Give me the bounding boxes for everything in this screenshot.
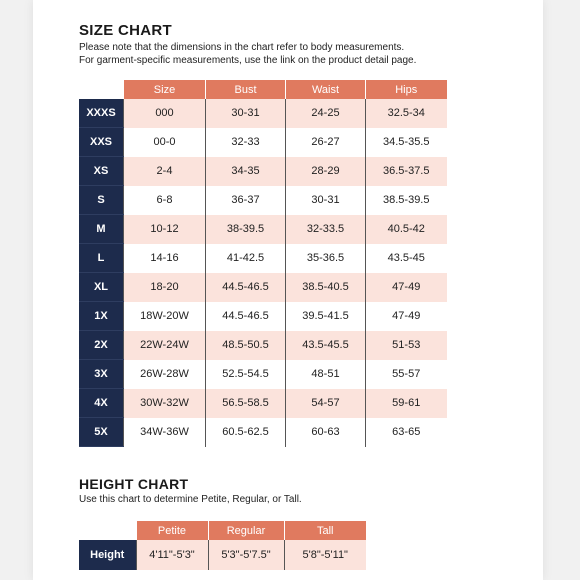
- column-header-size: Size: [124, 80, 206, 99]
- cell-bust: 48.5-50.5: [206, 331, 286, 360]
- cell-hips: 32.5-34: [366, 99, 447, 128]
- height-cell-regular: 5'3"-5'7.5": [208, 540, 284, 570]
- height-chart-note: Use this chart to determine Petite, Regular, or Tall.: [79, 494, 302, 505]
- table-row: [79, 418, 447, 447]
- cell-waist: 38.5-40.5: [286, 273, 366, 302]
- height-chart-header-row: [79, 521, 366, 540]
- cell-size: 26W-28W: [124, 360, 206, 389]
- cell-size: 34W-36W: [124, 418, 206, 447]
- cell-hips: 47-49: [366, 302, 447, 331]
- cell-waist: 35-36.5: [286, 244, 366, 273]
- header-corner: [79, 80, 124, 99]
- table-row: [79, 215, 447, 244]
- height-chart-title: HEIGHT CHART: [79, 476, 189, 492]
- row-label-size: 4X: [79, 389, 124, 418]
- cell-waist: 43.5-45.5: [286, 331, 366, 360]
- column-header-waist: Waist: [286, 80, 366, 99]
- size-chart-title: SIZE CHART: [79, 22, 172, 39]
- table-row: [79, 360, 447, 389]
- row-label-size: 3X: [79, 360, 124, 389]
- cell-hips: 43.5-45: [366, 244, 447, 273]
- table-row: [79, 389, 447, 418]
- table-row: [79, 273, 447, 302]
- table-row: [79, 128, 447, 157]
- cell-hips: 59-61: [366, 389, 447, 418]
- cell-waist: 30-31: [286, 186, 366, 215]
- cell-waist: 28-29: [286, 157, 366, 186]
- cell-hips: 55-57: [366, 360, 447, 389]
- row-label-size: XXS: [79, 128, 124, 157]
- table-row: [79, 157, 447, 186]
- cell-bust: 30-31: [206, 99, 286, 128]
- table-row: [79, 99, 447, 128]
- cell-hips: 51-53: [366, 331, 447, 360]
- cell-waist: 60-63: [286, 418, 366, 447]
- table-row: [79, 186, 447, 215]
- cell-size: 30W-32W: [124, 389, 206, 418]
- cell-size: 18W-20W: [124, 302, 206, 331]
- size-chart-table: [79, 80, 447, 447]
- row-label-height: Height: [79, 540, 136, 570]
- cell-hips: 36.5-37.5: [366, 157, 447, 186]
- table-row: [79, 331, 447, 360]
- cell-size: 000: [124, 99, 206, 128]
- cell-hips: 47-49: [366, 273, 447, 302]
- cell-bust: 44.5-46.5: [206, 302, 286, 331]
- cell-bust: 34-35: [206, 157, 286, 186]
- cell-hips: 38.5-39.5: [366, 186, 447, 215]
- cell-bust: 44.5-46.5: [206, 273, 286, 302]
- size-chart-note: [79, 41, 416, 67]
- row-label-size: M: [79, 215, 124, 244]
- row-label-size: 1X: [79, 302, 124, 331]
- cell-bust: 52.5-54.5: [206, 360, 286, 389]
- height-row: [79, 540, 366, 570]
- size-chart-body: [79, 99, 447, 447]
- cell-waist: 24-25: [286, 99, 366, 128]
- cell-waist: 32-33.5: [286, 215, 366, 244]
- height-cell-tall: 5'8"-5'11": [284, 540, 366, 570]
- cell-hips: 40.5-42: [366, 215, 447, 244]
- cell-bust: 38-39.5: [206, 215, 286, 244]
- cell-waist: 39.5-41.5: [286, 302, 366, 331]
- cell-waist: 26-27: [286, 128, 366, 157]
- table-row: [79, 244, 447, 273]
- row-label-size: XL: [79, 273, 124, 302]
- height-cell-petite: 4'11"-5'3": [136, 540, 208, 570]
- row-label-size: 2X: [79, 331, 124, 360]
- table-row: [79, 302, 447, 331]
- column-header-petite: Petite: [136, 521, 208, 540]
- cell-hips: 34.5-35.5: [366, 128, 447, 157]
- row-label-size: 5X: [79, 418, 124, 447]
- size-chart-note-line-1: Please note that the dimensions in the chart refer to body measurements.: [79, 42, 405, 53]
- cell-bust: 32-33: [206, 128, 286, 157]
- cell-size: 00-0: [124, 128, 206, 157]
- cell-waist: 48-51: [286, 360, 366, 389]
- cell-hips: 63-65: [366, 418, 447, 447]
- column-header-bust: Bust: [206, 80, 286, 99]
- cell-bust: 41-42.5: [206, 244, 286, 273]
- size-chart-header-row: [79, 80, 447, 99]
- size-chart-note-line-2: For garment-specific measurements, use the link on the product detail page.: [79, 55, 417, 66]
- cell-size: 10-12: [124, 215, 206, 244]
- column-header-regular: Regular: [208, 521, 284, 540]
- column-header-hips: Hips: [366, 80, 447, 99]
- row-label-size: L: [79, 244, 124, 273]
- height-chart-table: [79, 521, 366, 570]
- cell-size: 18-20: [124, 273, 206, 302]
- cell-waist: 54-57: [286, 389, 366, 418]
- row-label-size: S: [79, 186, 124, 215]
- header-corner: [79, 521, 136, 540]
- row-label-size: XS: [79, 157, 124, 186]
- cell-size: 22W-24W: [124, 331, 206, 360]
- cell-bust: 56.5-58.5: [206, 389, 286, 418]
- cell-bust: 60.5-62.5: [206, 418, 286, 447]
- cell-size: 6-8: [124, 186, 206, 215]
- cell-size: 2-4: [124, 157, 206, 186]
- row-label-size: XXXS: [79, 99, 124, 128]
- column-header-tall: Tall: [284, 521, 366, 540]
- cell-bust: 36-37: [206, 186, 286, 215]
- cell-size: 14-16: [124, 244, 206, 273]
